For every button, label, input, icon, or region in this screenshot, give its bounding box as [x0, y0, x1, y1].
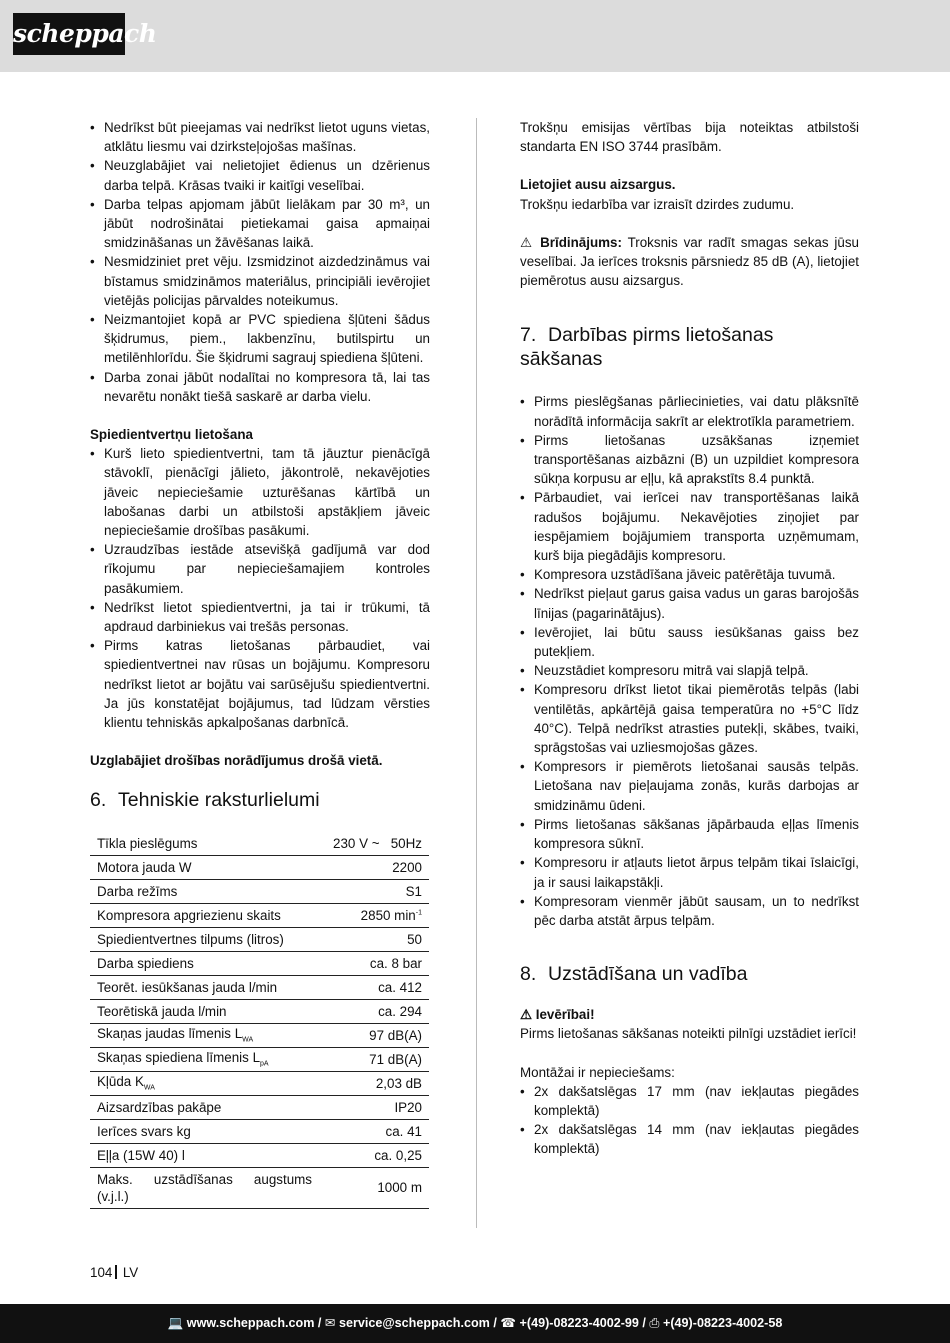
pre-use-list — [520, 392, 859, 930]
list-item: • 2x dakšatslēgas 14 mm (nav iekļautas piegādes komplektā) — [520, 1120, 859, 1158]
list-item: • Kompresoru drīkst lietot tikai piemērotās telpās (labi ventilētās, apkārtējā gaisa temperatūra no +5°C līdz 40°C). Telpā nedrīkst atrasties putekļi, skābes, tvaiki, sprāgstošas vai uzliesmojošas gāzes. — [520, 680, 859, 757]
list-item: • Kompresors ir piemērots lietošanai sausās telpās. Lietošana nav pieļaujama zonās, kurās darbojas ar smidzināmu ūdeni. — [520, 757, 859, 815]
table-row: Eļļa (15W 40) l ca. 0,25 — [90, 1143, 429, 1167]
list-item: • Pirms pieslēgšanas pārliecinieties, vai datu plāksnītē norādītā informācija sakrīt ar elektrotīkla parametriem. — [520, 392, 859, 430]
mount-intro: Montāžai ir nepieciešams: — [520, 1064, 675, 1080]
warning-triangle-icon: ⚠ — [520, 1007, 533, 1023]
footer-web: www.scheppach.com / — [186, 1316, 322, 1330]
table-row: Teorēt. iesūkšanas jauda l/min ca. 412 — [90, 975, 429, 999]
ear-protection-heading: Lietojiet ausu aizsargus. — [520, 177, 676, 193]
table-row: Motora jauda W 2200 — [90, 855, 429, 879]
column-divider — [476, 118, 477, 1228]
computer-icon: 💻 — [167, 1316, 184, 1330]
page-footer — [0, 1304, 950, 1343]
table-row: Skaņas jaudas līmenis $L_{WA}$ 97 dB(A) — [90, 1023, 429, 1047]
list-item: • Uzraudzības iestāde atsevišķā gadījumā var dod rīkojumu par nepieciešamajiem kontroles pasākumiem. — [90, 540, 430, 598]
list-item: • Kompresoru ir atļauts lietot ārpus telpām tikai īslaicīgi, ja ir sausi laikapstākļi. — [520, 853, 859, 891]
footer-mail: service@scheppach.com / — [338, 1316, 497, 1330]
table-row: Spiedientvertnes tilpums (litros) 50 — [90, 927, 429, 951]
list-item: • Nesmidziniet pret vēju. Izsmidzinot aizdedzināmus vai bīstamus smidzināmos materiālus, principiāli ievērojiet vietējās policijas pārvaldes noteikumus. — [90, 252, 430, 310]
mail-icon: ✉ — [324, 1316, 336, 1330]
list-item: • Nedrīkst pieļaut garus gaisa vadus un garas barojošās līnijas (pagarinātājus). — [520, 584, 859, 622]
warning-triangle-icon: ⚠ — [520, 234, 535, 250]
table-row: Kompresora apgriezienu skaits 2850 $\min^{-1}$ — [90, 903, 429, 927]
list-item: • Pirms lietošanas sākšanas jāpārbauda eļļas līmenis kompresora sūknī. — [520, 815, 859, 853]
phone-icon: ☎ — [500, 1316, 517, 1330]
list-item: • Neuzglabājiet vai nelietojiet ēdienus un dzērienus darba telpā. Krāsas tvaiki ir kaitīgi veselībai. — [90, 156, 430, 194]
list-item: • Kurš lieto spiedientvertni, tam tā jāuztur pienācīgā stāvoklī, pienācīgi jālieto, jākontrolē, nekavējoties jāveic nepieciešamie uzturēšanas kārtībā un labošanas darbi un atbilstoši apstākļiem jāveic nepieciešamie drošības pasākumi. — [90, 444, 430, 540]
table-row: Maks. uzstādīšanas augstums (v.j.l.) 1000 m — [90, 1167, 429, 1208]
left-column — [90, 118, 430, 1209]
scheppach-logo: scheppach — [13, 13, 125, 55]
storage-note: Uzglabājiet drošības norādījumus drošā vietā. — [90, 753, 383, 769]
list-item: • Kompresora uzstādīšana jāveic patērētāja tuvumā. — [520, 565, 859, 584]
table-row: Teorētiskā jauda l/min ca. 294 — [90, 999, 429, 1023]
pressure-vessel-list — [90, 444, 430, 732]
list-item: • 2x dakšatslēgas 17 mm (nav iekļautas piegādes komplektā) — [520, 1082, 859, 1120]
list-item: • Ievērojiet, lai būtu sauss iesūkšanas gaiss bez putekļiem. — [520, 623, 859, 661]
list-item: • Nedrīkst lietot spiedientvertni, ja tai ir trūkumi, tā apdraud darbiniekus vai trešās personas. — [90, 598, 430, 636]
noise-intro: Trokšņu emisijas vērtības bija noteiktas atbilstoši standarta EN ISO 3744 prasībām. — [520, 120, 859, 155]
list-item: • Neuzstādiet kompresoru mitrā vai slapjā telpā. — [520, 661, 859, 680]
list-item: • Neizmantojiet kopā ar PVC spiediena šļūteni šādus šķidrumus, piem., lakbenzīnu, butilspirtu un metilēnhlorīdu. Šie šķidrumi sagrauj spiediena šļūteni. — [90, 310, 430, 368]
footer-phone: +(49)-08223-4002-99 / — [519, 1316, 646, 1330]
list-item: • Pirms katras lietošanas pārbaudiet, vai spiedientvertnei nav rūsas un bojājumu. Kompresoru nedrīkst lietot ar bojātu vai sarūsējušu spiedientvertni. Ja jūs konstatējat bojājumus, tad lūdzam vērsties klientu tehniskās apkalpošanas darbnīcā. — [90, 636, 430, 732]
table-row: Aizsardzības pakāpe IP20 — [90, 1095, 429, 1119]
footer-fax: +(49)-08223-4002-58 — [663, 1316, 783, 1330]
specs-table — [90, 832, 429, 1209]
table-row: Darba spiediens ca. 8 bar — [90, 951, 429, 975]
noise-warning: ⚠ Brīdinājums: Troksnis var radīt smagas sekas jūsu veselībai. Ja ierīces troksnis pārsniedz 85 dB (A), lietojiet piemērotus ausu aizsargus. — [520, 234, 859, 289]
ear-protection-text: Trokšņu iedarbība var izraisīt dzirdes zudumu. — [520, 196, 795, 212]
pressure-vessel-heading: Spiedientvertņu lietošana — [90, 427, 253, 443]
attention-label: ⚠ Ievērībai! — [520, 1007, 595, 1023]
list-item: • Kompresoram vienmēr jābūt sausam, un to nedrīkst pēc darba atstāt ārpus telpām. — [520, 892, 859, 930]
mount-list — [520, 1082, 859, 1159]
right-column — [520, 118, 859, 1159]
section-7-heading: 7. Darbības pirms lietošanas sākšanas — [520, 324, 774, 371]
page-header — [0, 0, 950, 72]
table-row: Darba režīms S1 — [90, 879, 429, 903]
section-6-heading: 6. Tehniskie raksturlielumi — [90, 788, 320, 811]
workspace-safety-list — [90, 118, 430, 406]
table-row: Kļūda $K_{WA}$ 2,03 dB — [90, 1071, 429, 1095]
list-item: • Nedrīkst būt pieejamas vai nedrīkst lietot uguns vietas, atklātu liesmu vai dzirksteļojošas mašīnas. — [90, 118, 430, 156]
section-8-heading: 8. Uzstādīšana un vadība — [520, 963, 748, 986]
list-item: • Darba zonai jābūt nodalītai no kompresora tā, lai tas nevarētu nonākt tiešā saskarē ar darba vielu. — [90, 368, 430, 406]
list-item: • Pārbaudiet, vai ierīcei nav transportēšanas laikā radušos bojājumu. Nekavējoties ziņojiet par iespējamiem bojājumiem transporta uzņēmumam, kurš bija piegādājis kompresoru. — [520, 488, 859, 565]
page-number: 104 LV — [90, 1265, 139, 1280]
fax-icon: ⎙ — [649, 1316, 660, 1330]
table-row: Ierīces svars kg ca. 41 — [90, 1119, 429, 1143]
list-item: • Darba telpas apjomam jābūt lielākam par 30 m³, un jābūt nodrošinātai pietiekamai gaisa apmaiņai smidzināšanas un žāvēšanas laikā. — [90, 195, 430, 253]
table-row: Skaņas spiediena līmenis $L_{pA}$ 71 dB(A) — [90, 1047, 429, 1071]
table-row: Tīkla pieslēgums 230 V ~ 50Hz — [90, 832, 429, 856]
attention-text: Pirms lietošanas sākšanas noteikti pilnīgi uzstādiet ierīci! — [520, 1026, 857, 1042]
list-item: • Pirms lietošanas uzsākšanas izņemiet transportēšanas aizbāzni (B) un uzpildiet kompresora sūkņa korpusu ar eļļu, kā aprakstīts 8.4 punktā. — [520, 431, 859, 489]
